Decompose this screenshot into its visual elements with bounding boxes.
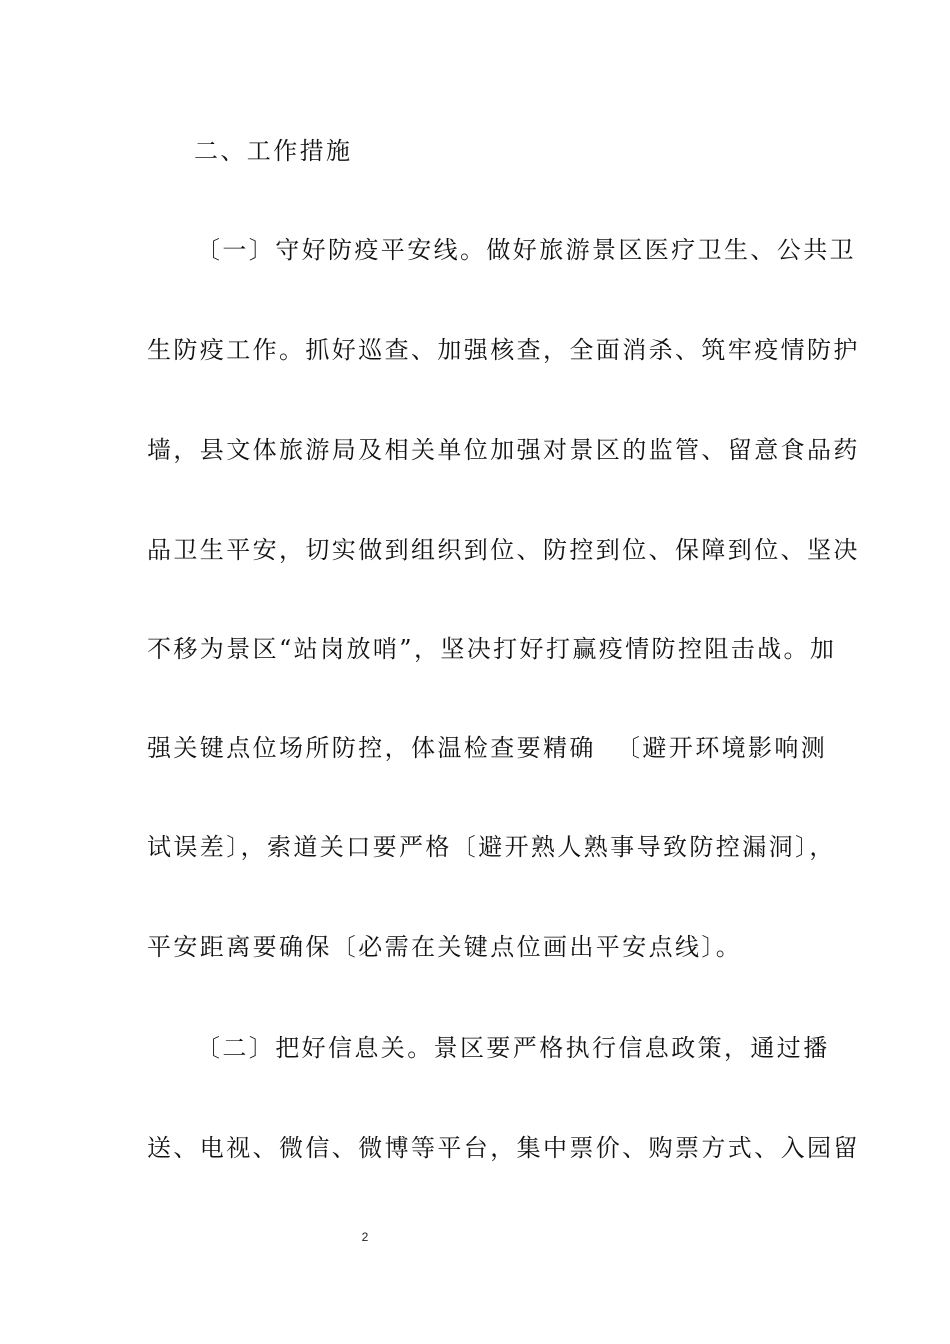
section-heading: 二、工作措施: [194, 137, 353, 165]
paragraph-line: 不移为景区“站岗放哨”，坚决打好打赢疫情防控阻击战。加: [147, 635, 837, 663]
paragraph-line: 品卫生平安，切实做到组织到位、防控到位、保障到位、坚决: [147, 536, 860, 564]
paragraph-line: 送、电视、微信、微博等平台，集中票价、购票方式、入园留: [147, 1134, 860, 1162]
page-number: 2: [361, 1230, 369, 1244]
paragraph-line: 墙，县文体旅游局及相关单位加强对景区的监管、留意食品药: [147, 436, 860, 464]
paragraph-line: 生防疫工作。抓好巡查、加强核查，全面消杀、筑牢疫情防护: [147, 336, 860, 364]
paragraph-line: 〔一〕守好防疫平安线。做好旅游景区医疗卫生、公共卫: [196, 236, 856, 264]
paragraph-line: 〔二〕把好信息关。景区要严格执行信息政策，通过播: [196, 1034, 830, 1062]
paragraph-line: 〔避开环境影响测: [616, 734, 828, 762]
paragraph-line: 平安距离要确保〔必需在关键点位画出平安点线〕。: [147, 933, 743, 961]
paragraph-line: 强关键点位场所防控，体温检查要精确: [147, 734, 596, 762]
paragraph-line: 试误差〕，索道关口要严格〔避开熟人熟事导致防控漏洞〕，: [147, 833, 836, 861]
